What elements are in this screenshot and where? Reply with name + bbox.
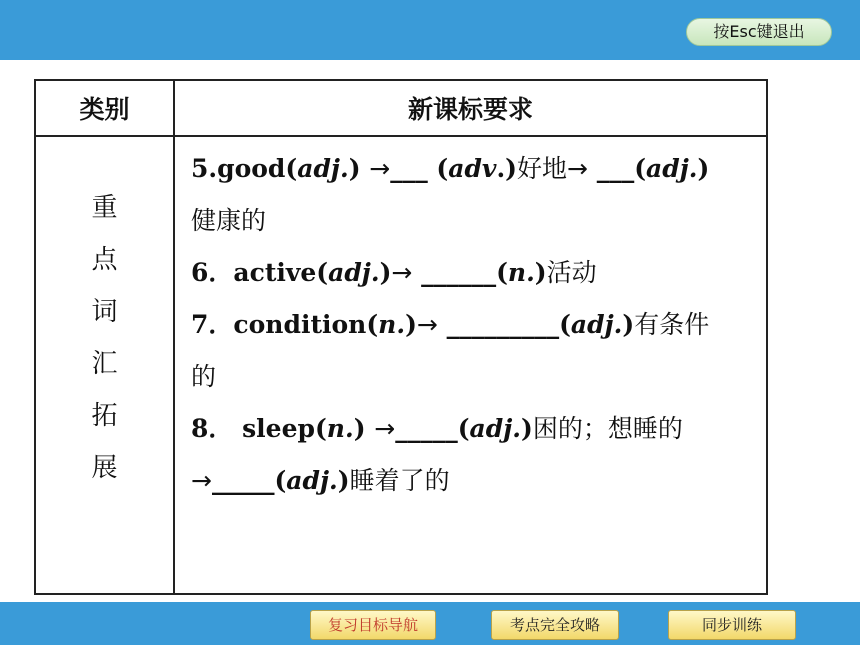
practice-button[interactable]: 同步训练 bbox=[668, 610, 796, 640]
exit-button[interactable]: 按Esc键退出 bbox=[686, 18, 832, 46]
arrow-icon: → bbox=[391, 258, 413, 287]
category-char: 汇 bbox=[91, 349, 118, 379]
item-condition-meaning: 的 bbox=[191, 362, 217, 391]
arrow-icon: → bbox=[416, 310, 438, 339]
key-points-button[interactable]: 考点完全攻略 bbox=[491, 610, 619, 640]
category-char: 展 bbox=[91, 453, 118, 483]
table-header-row bbox=[35, 80, 767, 136]
vocab-table bbox=[34, 79, 768, 595]
category-char: 词 bbox=[91, 297, 118, 327]
content-cell bbox=[174, 136, 767, 594]
item-good-meaning: 健康的 bbox=[191, 206, 267, 235]
category-char: 重 bbox=[91, 193, 118, 223]
arrow-icon: → bbox=[567, 154, 588, 183]
table-row bbox=[35, 136, 767, 594]
top-bar bbox=[0, 0, 860, 60]
arrow-icon: → bbox=[191, 466, 212, 495]
arrow-icon: → bbox=[374, 414, 396, 443]
item-sleep: 8． sleep(n.) →_____(adj.)困的；想睡的 bbox=[191, 414, 683, 443]
category-cell bbox=[35, 136, 174, 594]
item-good: 5.good(adj.) →___ (adv.)好地→ ___(adj.) bbox=[191, 154, 710, 183]
header-category: 类别 bbox=[35, 80, 174, 136]
item-active: 6．active(adj.)→ ______(n.)活动 bbox=[191, 258, 597, 287]
category-char: 点 bbox=[91, 245, 118, 275]
item-sleep-2: →_____(adj.)睡着了的 bbox=[191, 466, 450, 495]
item-condition: 7．condition(n.)→ _________(adj.)有条件 bbox=[191, 310, 710, 339]
category-char: 拓 bbox=[91, 401, 118, 431]
header-requirements: 新课标要求 bbox=[174, 80, 767, 136]
bottom-bar bbox=[0, 602, 860, 645]
arrow-icon: → bbox=[369, 154, 391, 183]
review-goals-button[interactable]: 复习目标导航 bbox=[310, 610, 436, 640]
